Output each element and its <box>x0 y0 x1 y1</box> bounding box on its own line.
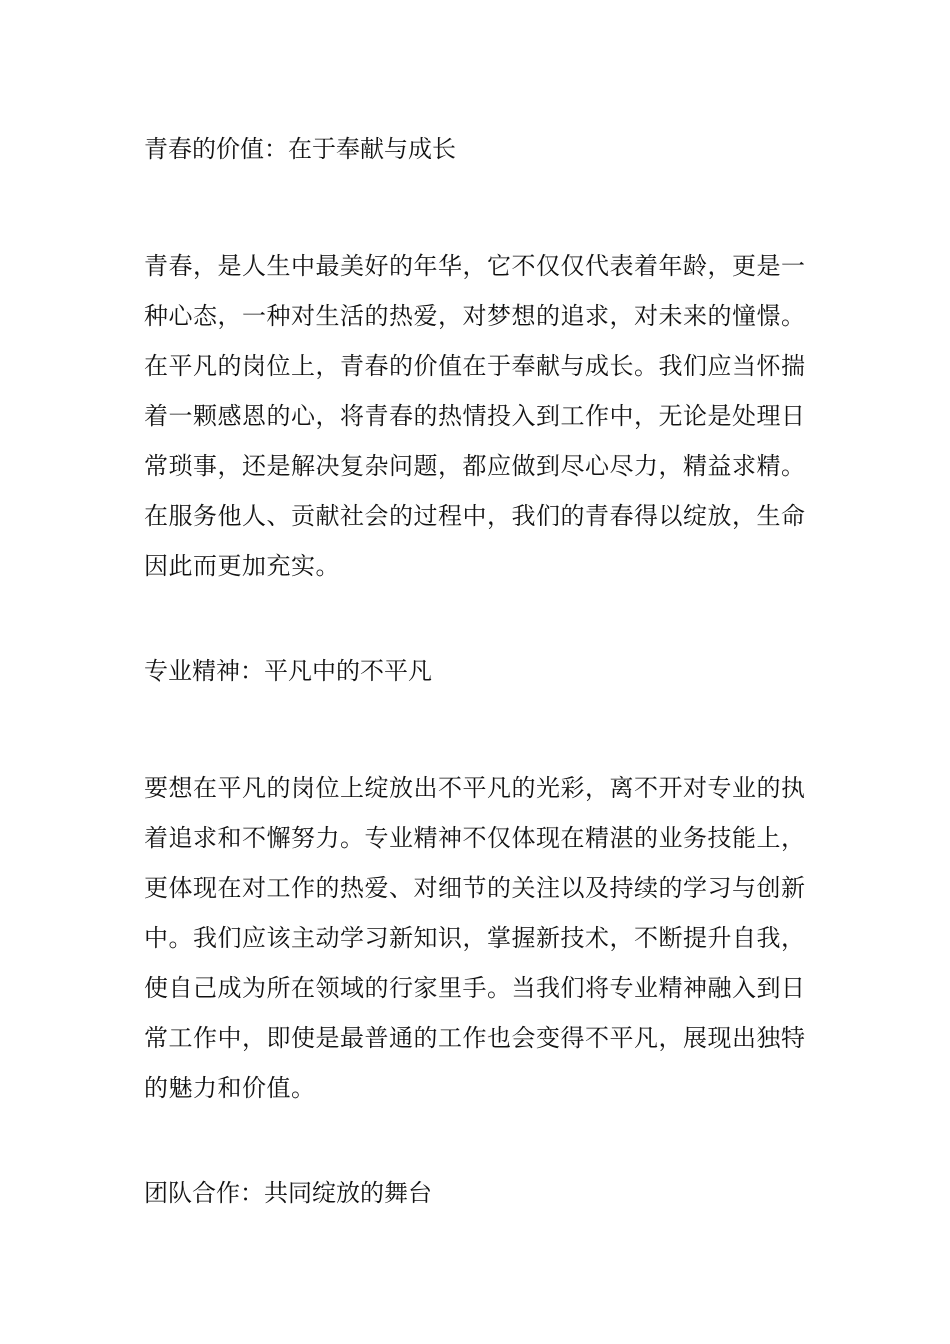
paragraph-line: 青春，是人生中最美好的年华，它不仅仅代表着年龄，更是一 <box>144 252 806 280</box>
paragraph-line: 更体现在对工作的热爱、对细节的关注以及持续的学习与创新 <box>144 874 806 902</box>
paragraph-line: 在服务他人、贡献社会的过程中，我们的青春得以绽放，生命 <box>144 502 806 530</box>
spacer <box>144 1113 810 1168</box>
paragraph-youth-value <box>144 241 810 591</box>
paragraph-professionalism <box>144 763 810 1113</box>
paragraph-line: 在平凡的岗位上，青春的价值在于奉献与成长。我们应当怀揣 <box>144 352 806 380</box>
paragraph-line: 使自己成为所在领域的行家里手。当我们将专业精神融入到日 <box>144 974 806 1002</box>
paragraph-line: 种心态，一种对生活的热爱，对梦想的追求，对未来的憧憬。 <box>144 302 806 330</box>
paragraph-line: 中。我们应该主动学习新知识，掌握新技术，不断提升自我， <box>144 924 806 952</box>
section-heading-teamwork: 团队合作：共同绽放的舞台 <box>144 1179 432 1207</box>
section-heading-professionalism: 专业精神：平凡中的不平凡 <box>144 657 432 685</box>
spacer <box>144 591 810 646</box>
section-heading-youth-value: 青春的价值：在于奉献与成长 <box>144 135 456 163</box>
paragraph-line: 常琐事，还是解决复杂问题，都应做到尽心尽力，精益求精。 <box>144 452 806 480</box>
spacer <box>144 696 810 763</box>
paragraph-line: 着追求和不懈努力。专业精神不仅体现在精湛的业务技能上， <box>144 824 806 852</box>
paragraph-line: 的魅力和价值。 <box>144 1074 316 1102</box>
document-content <box>144 124 810 1218</box>
paragraph-line: 常工作中，即使是最普通的工作也会变得不平凡，展现出独特 <box>144 1024 806 1052</box>
paragraph-line: 要想在平凡的岗位上绽放出不平凡的光彩，离不开对专业的执 <box>144 774 806 802</box>
paragraph-line: 因此而更加充实。 <box>144 552 340 580</box>
spacer <box>144 174 810 241</box>
paragraph-line: 着一颗感恩的心，将青春的热情投入到工作中，无论是处理日 <box>144 402 806 430</box>
